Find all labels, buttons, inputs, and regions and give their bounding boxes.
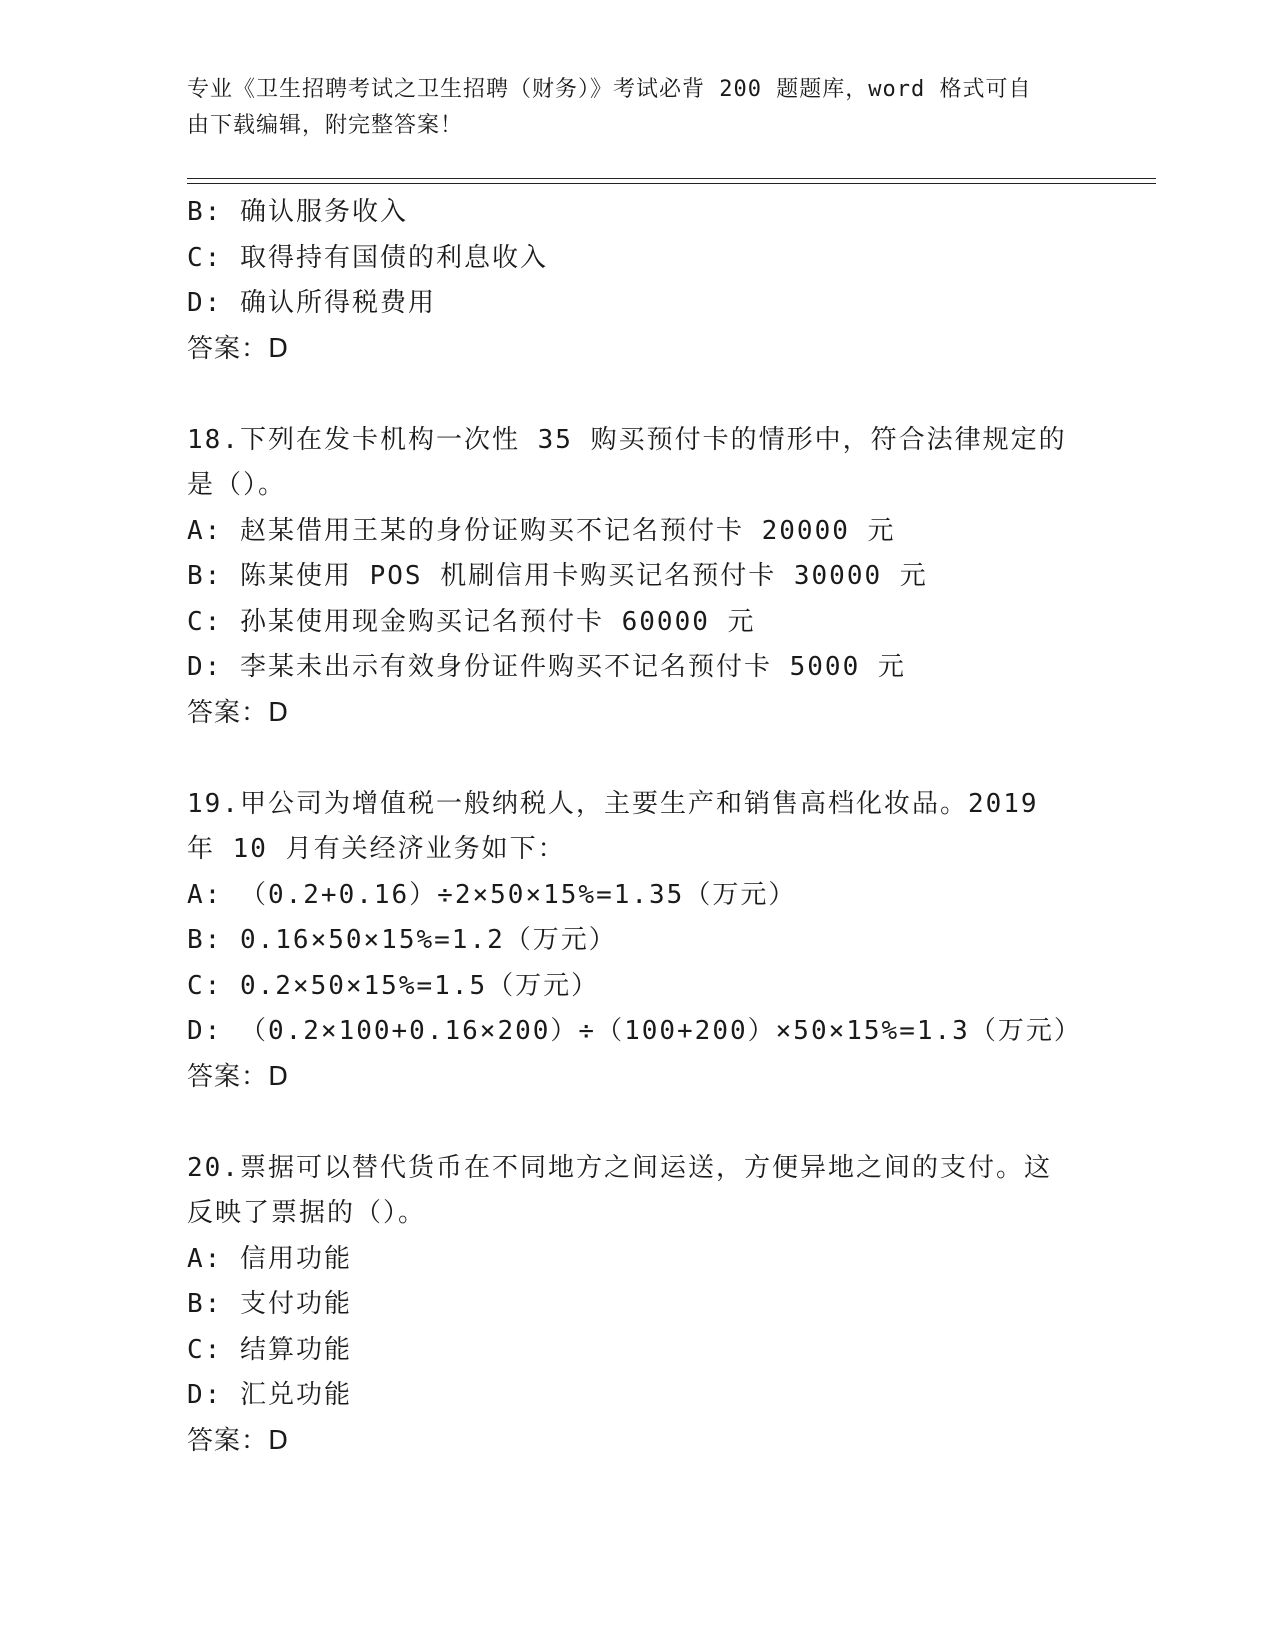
option-a: A: 赵某借用王某的身份证购买不记名预付卡 20000 元 bbox=[187, 515, 896, 546]
header-line-1: 专业《卫生招聘考试之卫生招聘（财务）》考试必背 200 题题库，word 格式可自 bbox=[187, 77, 1032, 102]
option-a: A: （0.2+0.16）÷2×50×15%=1.35（万元） bbox=[187, 879, 797, 910]
document-header bbox=[187, 72, 1067, 144]
question-18 bbox=[187, 418, 1087, 737]
option-d: D: （0.2×100+0.16×200）÷（100+200）×50×15%=1.3（万元） bbox=[187, 1016, 1082, 1046]
answer-line: 答案：D bbox=[187, 1425, 290, 1456]
question-20 bbox=[187, 1146, 1087, 1465]
answer-line: 答案：D bbox=[187, 1061, 290, 1092]
spacer bbox=[187, 736, 1087, 782]
header-rule-bottom bbox=[187, 183, 1156, 184]
option-d: D: 汇兑功能 bbox=[187, 1380, 352, 1410]
option-c: C: 0.2×50×15%=1.5（万元） bbox=[187, 970, 600, 1001]
option-b: B: 陈某使用 POS 机刷信用卡购买记名预付卡 30000 元 bbox=[187, 561, 928, 591]
option-c: C: 取得持有国债的利息收入 bbox=[187, 242, 548, 273]
answer-line: 答案：D bbox=[187, 333, 290, 364]
question-text-line-2: 是（）。 bbox=[187, 470, 287, 500]
option-c: C: 孙某使用现金购买记名预付卡 60000 元 bbox=[187, 606, 756, 637]
question-text-line-2: 年 10 月有关经济业务如下： bbox=[187, 834, 566, 864]
spacer bbox=[187, 372, 1087, 418]
question-text-line-2: 反映了票据的（）。 bbox=[187, 1198, 427, 1228]
answer-line: 答案：D bbox=[187, 697, 290, 728]
spacer bbox=[187, 1100, 1087, 1146]
option-d: D: 李某未出示有效身份证件购买不记名预付卡 5000 元 bbox=[187, 652, 906, 682]
question-17 bbox=[187, 190, 1087, 372]
question-list bbox=[187, 190, 1087, 1464]
option-d: D: 确认所得税费用 bbox=[187, 288, 436, 318]
option-b: B: 确认服务收入 bbox=[187, 197, 408, 227]
option-a: A: 信用功能 bbox=[187, 1243, 352, 1274]
header-line-2: 由下载编辑，附完整答案！ bbox=[187, 113, 464, 138]
question-text-line-1: 20.票据可以替代货币在不同地方之间运送，方便异地之间的支付。这 bbox=[187, 1152, 1052, 1183]
question-text-line-1: 18.下列在发卡机构一次性 35 购买预付卡的情形中，符合法律规定的 bbox=[187, 424, 1067, 455]
option-c: C: 结算功能 bbox=[187, 1334, 352, 1365]
option-b: B: 0.16×50×15%=1.2（万元） bbox=[187, 925, 617, 955]
option-b: B: 支付功能 bbox=[187, 1289, 352, 1319]
question-19 bbox=[187, 782, 1087, 1101]
question-text-line-1: 19.甲公司为增值税一般纳税人，主要生产和销售高档化妆品。2019 bbox=[187, 788, 1039, 819]
header-rule-top bbox=[187, 178, 1156, 179]
